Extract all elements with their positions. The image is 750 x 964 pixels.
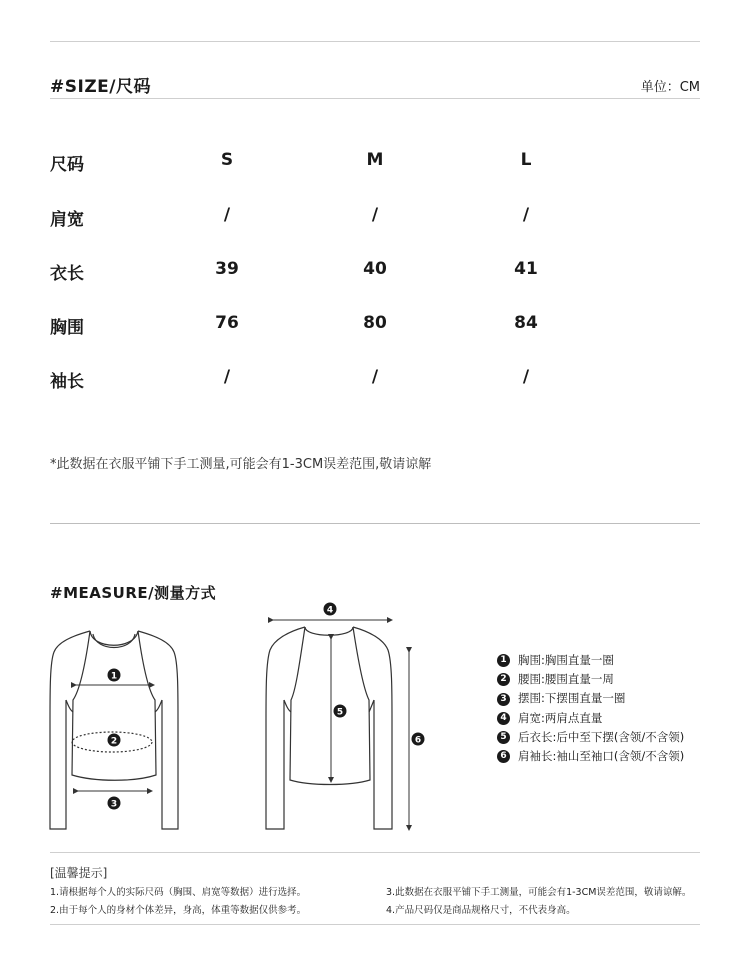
unit-label: 单位：CM <box>640 80 700 95</box>
legend-text: 后衣长:后中至下摆(含领/不含领) <box>518 729 685 744</box>
legend-item <box>497 651 684 670</box>
marker-3-label: 3 <box>110 799 118 810</box>
legend-text: 摆围:下摆围直量一圈 <box>518 691 626 706</box>
marker-3 <box>108 797 121 810</box>
row-label-length: 衣长 <box>50 264 84 284</box>
table-cell: 41 <box>514 259 538 279</box>
row-label-sleeve: 袖长 <box>50 372 84 392</box>
row-label-chest: 胸围 <box>50 318 84 338</box>
table-cell: 40 <box>363 259 387 279</box>
legend-number: 4 <box>497 712 510 725</box>
marker-4-label: 4 <box>326 605 334 616</box>
bottom-divider <box>50 924 700 925</box>
legend-text: 腰围:腰围直量一周 <box>518 672 614 687</box>
legend-text: 肩袖长:袖山至袖口(含领/不含领) <box>518 749 685 764</box>
marker-4 <box>324 603 337 616</box>
size-header-l: L <box>520 150 532 170</box>
legend-number: 3 <box>497 693 510 706</box>
marker-6-label: 6 <box>414 735 422 746</box>
legend-number: 5 <box>497 731 510 744</box>
tip-item: 1.请根据每个人的实际尺码（胸围、肩宽等数据）进行选择。 <box>50 887 307 898</box>
marker-5 <box>334 705 347 718</box>
table-cell: 76 <box>215 313 239 333</box>
legend-item <box>497 709 684 728</box>
marker-1-label: 1 <box>110 671 118 682</box>
legend-item <box>497 747 684 766</box>
legend-number: 1 <box>497 654 510 667</box>
measure-section-title: #MEASURE/测量方式 <box>50 584 217 602</box>
table-cell: / <box>522 367 530 387</box>
tips-top-divider <box>50 852 700 853</box>
table-cell: / <box>223 367 231 387</box>
legend-item <box>497 689 684 708</box>
tip-item: 2.由于每个人的身材个体差异，身高，体重等数据仅供参考。 <box>50 905 307 916</box>
tip-item: 3.此数据在衣服平铺下手工测量，可能会有1-3CM误差范围，敬请谅解。 <box>386 887 692 898</box>
row-label-shoulder: 肩宽 <box>50 210 84 230</box>
marker-5-label: 5 <box>336 707 344 718</box>
table-cell: / <box>223 205 231 225</box>
size-header-s: S <box>220 150 234 170</box>
legend-number: 6 <box>497 750 510 763</box>
table-cell: 39 <box>215 259 239 279</box>
table-cell: / <box>522 205 530 225</box>
legend-item <box>497 670 684 689</box>
back-garment-outline <box>266 627 392 829</box>
table-cell: 80 <box>363 313 387 333</box>
size-header-m: M <box>366 150 384 170</box>
legend-text: 肩宽:两肩点直量 <box>518 710 603 725</box>
table-cell: 84 <box>514 313 538 333</box>
marker-1 <box>108 669 121 682</box>
marker-6 <box>412 733 425 746</box>
marker-2 <box>108 734 121 747</box>
table-header-label: 尺码 <box>50 155 84 175</box>
measurement-legend <box>497 651 684 766</box>
size-section-title: #SIZE/尺码 <box>50 77 151 97</box>
tips-title: [温馨提示] <box>50 866 108 880</box>
measurement-note: *此数据在衣服平铺下手工测量,可能会有1-3CM误差范围,敬请谅解 <box>50 457 432 472</box>
tip-item: 4.产品尺码仅是商品规格尺寸，不代表身高。 <box>386 905 576 916</box>
legend-number: 2 <box>497 673 510 686</box>
legend-text: 胸围:胸围直量一圈 <box>518 653 614 667</box>
legend-item <box>497 728 684 747</box>
marker-2-label: 2 <box>110 736 118 747</box>
table-cell: / <box>371 205 379 225</box>
table-cell: / <box>371 367 379 387</box>
